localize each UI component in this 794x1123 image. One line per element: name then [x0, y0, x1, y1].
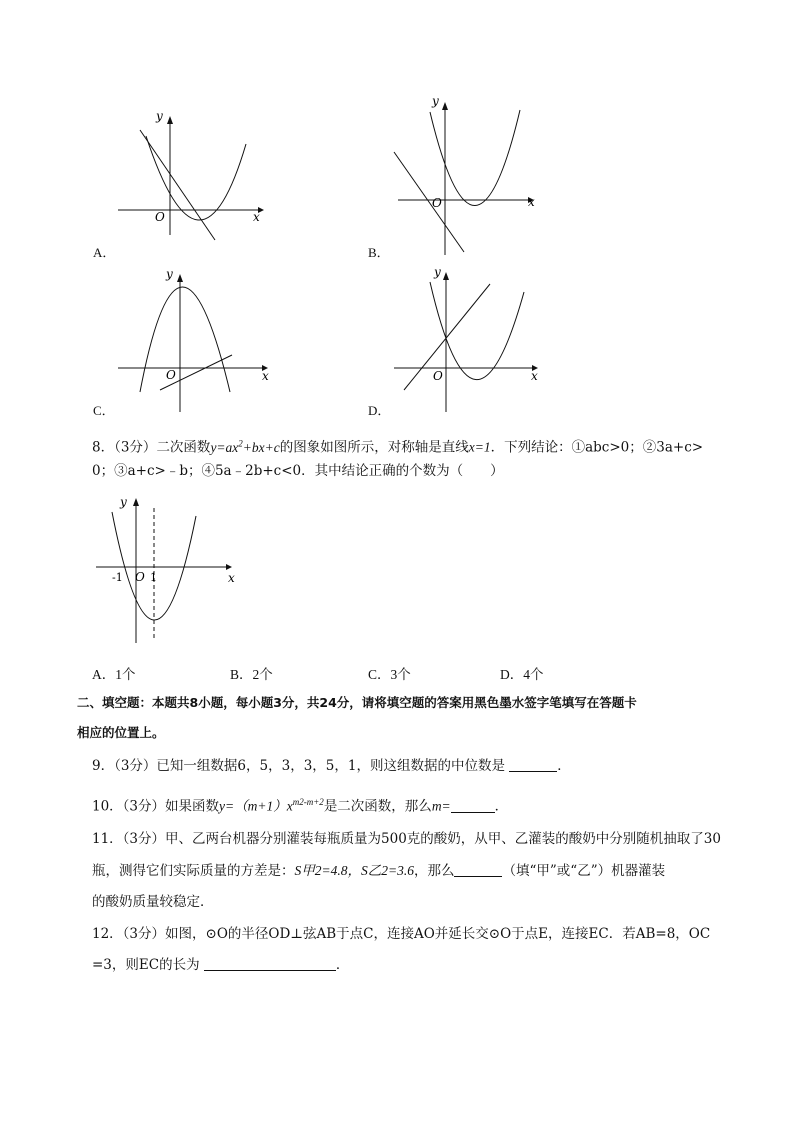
q11-line1: 11．（3分）甲、乙两台机器分别灌装每瓶质量为500克的酸奶，从甲、乙灌装的酸奶中分别随机抽取了30: [92, 831, 721, 847]
graph-b: [380, 90, 550, 260]
q8-choice-d: D．4个: [500, 667, 544, 682]
q8-choice-c: C．3个: [368, 667, 411, 682]
q11-answer-blank[interactable]: [454, 862, 502, 877]
option-c-label: C．: [93, 403, 115, 418]
section2-heading-line1: 二、填空题：本题共8小题，每小题3分，共24分，请将填空题的答案用黑色墨水签字笔填写在答题卡: [77, 695, 637, 710]
y-axis-label: y: [434, 265, 441, 279]
tick-1: 1: [150, 571, 157, 584]
y-axis-label: y: [432, 94, 439, 108]
option-a-label: A．: [93, 245, 116, 260]
origin-label: O: [135, 570, 145, 584]
tick-neg1: -1: [112, 571, 123, 584]
x-axis-label: x: [262, 369, 269, 383]
y-axis-label: y: [156, 109, 163, 123]
origin-label: O: [166, 368, 176, 382]
q10: 10．（3分）如果函数$y=(m+1)x^{m2-m+2}$是二次函数，那么m= ．: [92, 797, 509, 815]
option-d-label: D．: [368, 403, 391, 418]
q8-func: $y=ax^2+bx+c$: [210, 438, 280, 455]
graph-a: [100, 100, 270, 250]
q8-graph: [90, 488, 245, 648]
origin-label: O: [432, 196, 442, 210]
x-axis-label: x: [528, 195, 535, 209]
q12-answer-blank[interactable]: [204, 956, 336, 971]
y-axis-label: y: [166, 267, 173, 281]
q11-line3: 的酸奶质量较稳定．: [92, 894, 214, 910]
q9-answer-blank[interactable]: [509, 757, 557, 772]
origin-label: O: [155, 210, 165, 224]
q8-line1: 8．（3分）二次函数$y=ax^2+bx+c$的图象如图所示，对称轴是直线x=1．下列结论：①abc>0；②3a+c>: [92, 438, 704, 456]
graph-d: [380, 262, 550, 417]
q12-line2: =3，则EC的长为 ．: [92, 957, 350, 973]
q8-choice-b: B．2个: [230, 667, 273, 682]
q11-line2: 瓶，测得它们实际质量的方差是：S甲2=4.8，S乙2=3.6，那么 （填“甲”或“乙”）机器灌装: [92, 863, 666, 879]
q8-line2: 0；③a+c>﹣b；④5a﹣2b+c<0．其中结论正确的个数为（ ）: [92, 463, 504, 479]
q8-choice-a: A．1个: [92, 667, 136, 682]
q9: 9．（3分）已知一组数据6，5，3，3，5，1，则这组数据的中位数是 ．: [92, 758, 571, 774]
graph-c: [100, 262, 275, 417]
origin-label: O: [433, 369, 443, 383]
x-axis-label: x: [531, 369, 538, 383]
y-axis-label: y: [120, 495, 127, 509]
q10-answer-blank[interactable]: [451, 798, 495, 813]
x-axis-label: x: [228, 571, 235, 585]
x-axis-label: x: [253, 210, 260, 224]
section2-heading-line2: 相应的位置上。: [77, 725, 165, 740]
q12-line1: 12．（3分）如图，⊙O的半径OD⊥弦AB于点C，连接AO并延长交⊙O于点E，连接EC．若AB=8，OC: [92, 926, 711, 942]
option-b-label: B．: [368, 245, 390, 260]
